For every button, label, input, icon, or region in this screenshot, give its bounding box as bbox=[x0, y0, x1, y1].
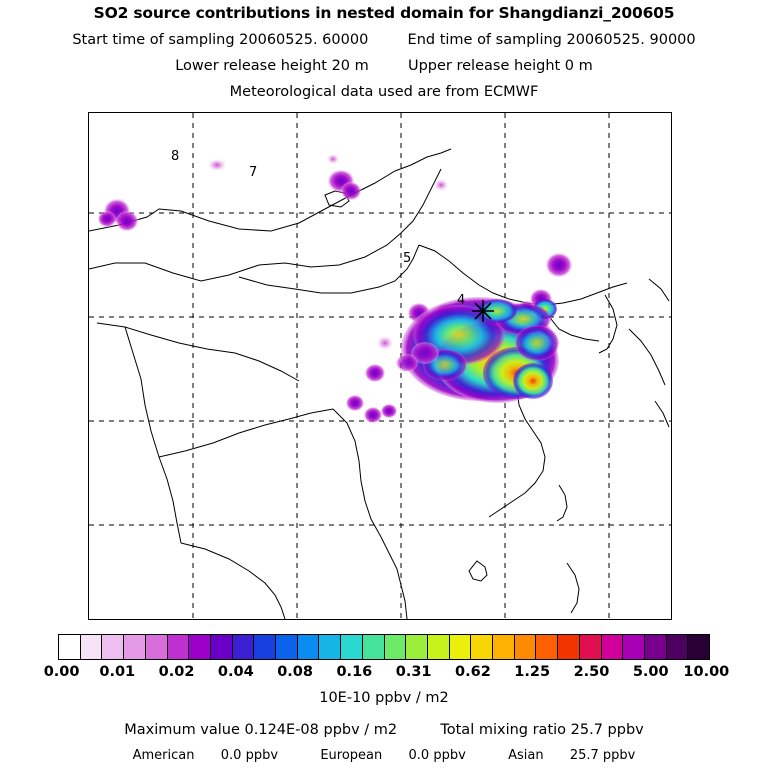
met-data-label: Meteorological data used are from ECMWF bbox=[229, 84, 539, 100]
grid-number: 7 bbox=[249, 165, 258, 180]
colorbar-tick-label: 0.02 bbox=[158, 664, 195, 680]
colorbar-cell bbox=[428, 635, 450, 659]
grid-number: 4 bbox=[457, 293, 466, 308]
colorbar-tick-label: 0.04 bbox=[217, 664, 254, 680]
sampling-time-line bbox=[0, 32, 768, 48]
colorbar-cell bbox=[81, 635, 103, 659]
page-title: SO2 source contributions in nested domain for Shangdianzi_200605 bbox=[93, 4, 675, 22]
colorbar-cell bbox=[254, 635, 276, 659]
concentration-field bbox=[98, 154, 572, 423]
grid-number: 8 bbox=[171, 149, 180, 164]
colorbar-cell bbox=[168, 635, 190, 659]
colorbar-cell bbox=[233, 635, 255, 659]
colorbar-cell bbox=[493, 635, 515, 659]
colorbar-cell bbox=[211, 635, 233, 659]
grid-number: 5 bbox=[403, 251, 412, 266]
release-site-marker bbox=[472, 300, 494, 322]
colorbar-cell bbox=[558, 635, 580, 659]
colorbar-cell bbox=[298, 635, 320, 659]
coastline-layer bbox=[89, 149, 669, 619]
colorbar-tick-label: 0.08 bbox=[277, 664, 313, 680]
colorbar-tick-label: 1.25 bbox=[514, 664, 551, 680]
footer-summary-line bbox=[0, 722, 768, 738]
colorbar-cell bbox=[406, 635, 428, 659]
european-label: European bbox=[320, 748, 383, 763]
asian-value: 25.7 ppbv bbox=[569, 748, 636, 763]
colorbar-tick-label: 10.00 bbox=[683, 664, 730, 680]
colorbar-cell bbox=[363, 635, 385, 659]
colorbar-cell bbox=[385, 635, 407, 659]
colorbar-cell bbox=[515, 635, 537, 659]
colorbar-tick-label: 2.50 bbox=[573, 664, 610, 680]
colorbar-cell bbox=[580, 635, 602, 659]
colorbar-cell bbox=[276, 635, 298, 659]
american-label: American bbox=[132, 748, 195, 763]
footer-contributions-line bbox=[0, 748, 768, 763]
colorbar-cell bbox=[450, 635, 472, 659]
colorbar-cell bbox=[602, 635, 624, 659]
colorbar-tick-label: 0.01 bbox=[99, 664, 136, 680]
lower-release-height-label: Lower release height 20 m bbox=[175, 58, 369, 74]
release-height-line bbox=[0, 58, 768, 74]
colorbar-cell bbox=[124, 635, 146, 659]
european-value: 0.0 ppbv bbox=[408, 748, 466, 763]
colorbar-unit-label: 10E-10 ppbv / m2 bbox=[319, 690, 449, 706]
colorbar-cell bbox=[667, 635, 689, 659]
colorbar-cell bbox=[341, 635, 363, 659]
colorbar-cell bbox=[146, 635, 168, 659]
maximum-value-label: Maximum value 0.124E-08 ppbv / m2 bbox=[124, 722, 398, 738]
colorbar-tick-label: 0.62 bbox=[455, 664, 491, 680]
map-plot-area bbox=[88, 112, 672, 620]
colorbar-cell bbox=[189, 635, 211, 659]
map-svg bbox=[89, 113, 671, 619]
colorbar-cell bbox=[623, 635, 645, 659]
colorbar-cell bbox=[471, 635, 493, 659]
american-value: 0.0 ppbv bbox=[220, 748, 279, 763]
colorbar-tick-label: 5.00 bbox=[632, 664, 669, 680]
total-mixing-ratio-label: Total mixing ratio 25.7 ppbv bbox=[440, 722, 644, 738]
colorbar bbox=[58, 634, 710, 660]
colorbar-cell bbox=[59, 635, 81, 659]
asian-label: Asian bbox=[508, 748, 544, 763]
upper-release-height-label: Upper release height 0 m bbox=[407, 58, 593, 74]
start-time-label: Start time of sampling 20060525. 60000 bbox=[72, 32, 369, 48]
colorbar-cell bbox=[645, 635, 667, 659]
colorbar-tick-label: 0.31 bbox=[395, 664, 432, 680]
colorbar-cell bbox=[319, 635, 341, 659]
end-time-label: End time of sampling 20060525. 90000 bbox=[407, 32, 696, 48]
colorbar-tick-label: 0.00 bbox=[43, 664, 80, 680]
colorbar-cell bbox=[688, 635, 709, 659]
colorbar-tick-label: 0.16 bbox=[336, 664, 373, 680]
colorbar-cell bbox=[536, 635, 558, 659]
colorbar-tick-labels bbox=[0, 664, 768, 682]
colorbar-cell bbox=[102, 635, 124, 659]
